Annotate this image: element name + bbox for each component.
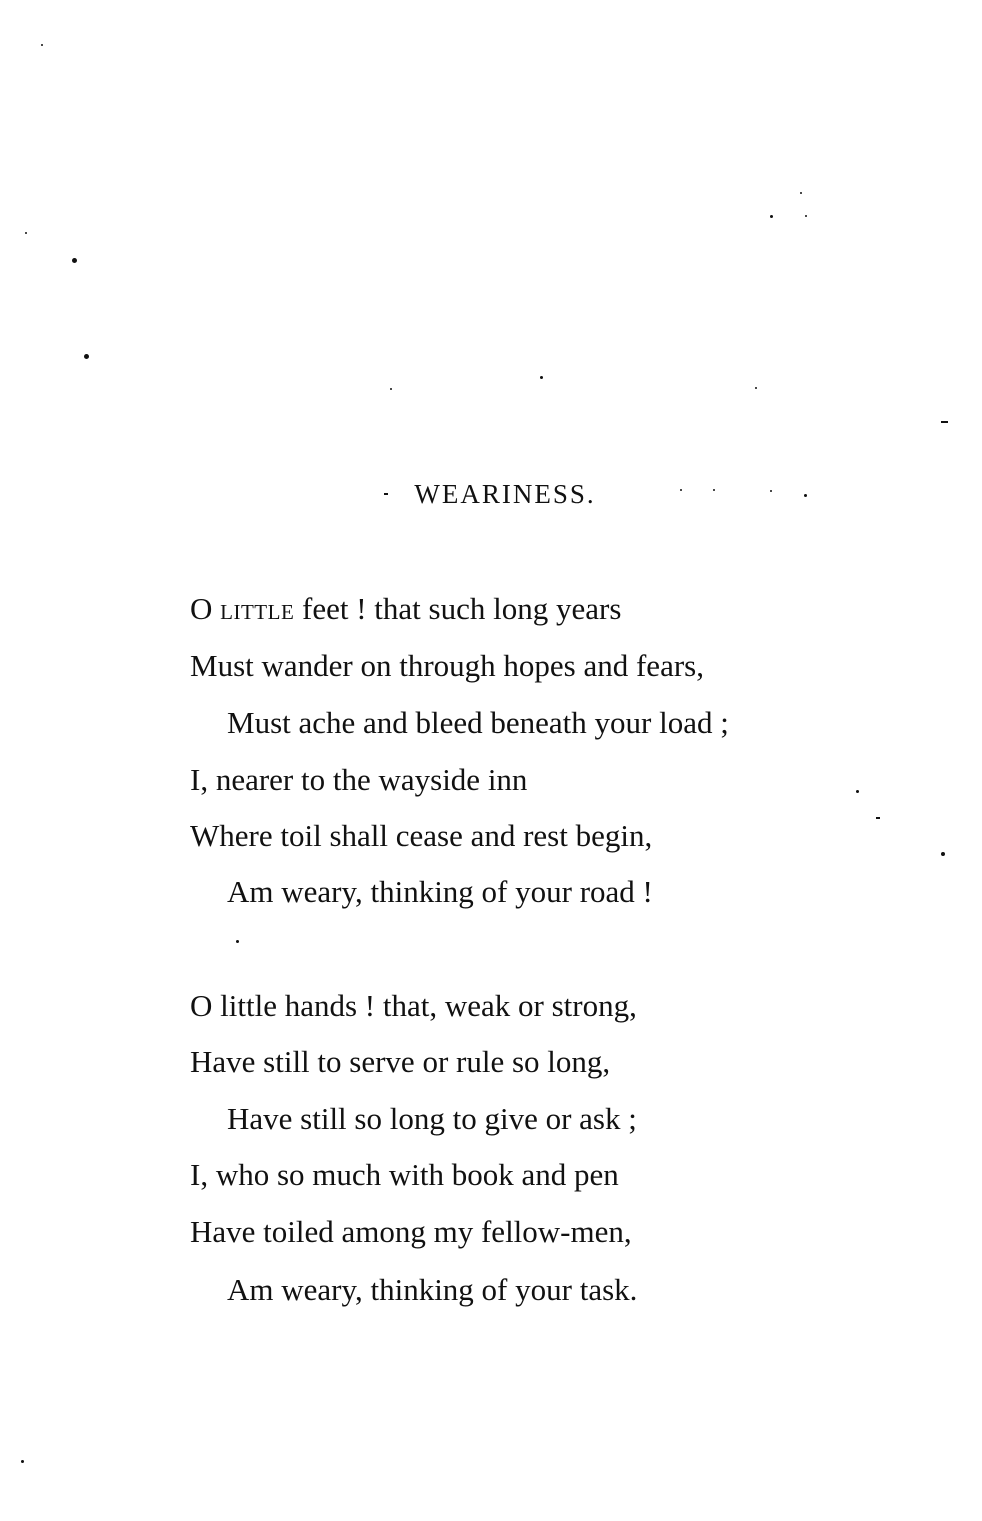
line-rest: feet ! that such long years [294, 591, 622, 626]
poem-line: Am weary, thinking of your task. [227, 1272, 638, 1307]
poem-line: I, nearer to the wayside inn [190, 762, 528, 797]
poem-line: Must ache and bleed beneath your load ; [227, 705, 729, 740]
poem-line [190, 589, 621, 632]
line-first-word: O [190, 591, 213, 626]
poem-line: Have still to serve or rule so long, [190, 1044, 611, 1079]
scan-speck [41, 44, 43, 46]
scan-speck [941, 421, 948, 423]
poem-line: Where toil shall cease and rest begin, [190, 818, 653, 853]
poem-line: Am weary, thinking of your road ! [227, 874, 653, 909]
poem-title: WEARINESS. [414, 479, 596, 509]
scan-speck [941, 852, 945, 856]
scan-speck [770, 215, 773, 218]
scan-speck [25, 232, 27, 234]
scan-speck [21, 1460, 24, 1463]
poem-line: Have still so long to give or ask ; [227, 1101, 637, 1136]
scan-speck [856, 790, 859, 793]
scan-speck [390, 388, 392, 390]
scan-speck [800, 192, 802, 194]
scan-speck [72, 258, 77, 263]
poem-line: I, who so much with book and pen [190, 1157, 619, 1192]
poem-line: O little hands ! that, weak or strong, [190, 988, 637, 1023]
scan-speck [876, 817, 880, 819]
scan-speck [84, 354, 89, 359]
scan-speck [805, 215, 807, 217]
small-caps-word: LITTLE [220, 600, 295, 624]
scan-speck [755, 387, 757, 389]
scan-speck [236, 940, 239, 943]
scan-speck [540, 376, 543, 379]
poem-line: Must wander on through hopes and fears, [190, 648, 704, 683]
poem-line: Have toiled among my fellow-men, [190, 1214, 632, 1249]
